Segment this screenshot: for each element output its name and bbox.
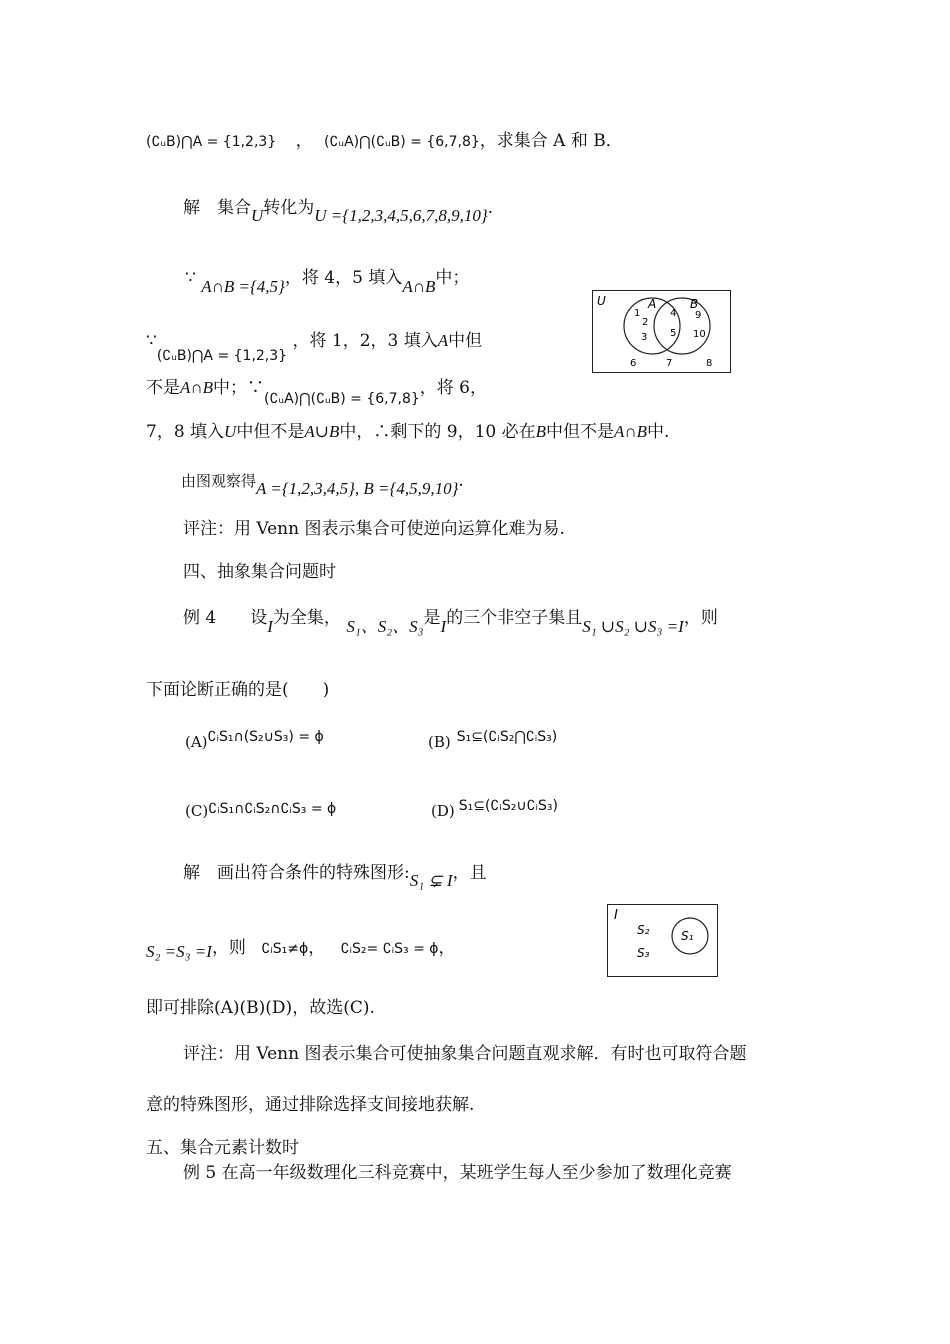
text: 7，8 填入: [146, 422, 225, 442]
text: ，: [295, 131, 313, 151]
text: 解 集合: [183, 198, 251, 218]
math: S₁ ∪S₂ ∪S₃ =I: [582, 617, 684, 636]
math: I: [440, 617, 447, 636]
section-heading-4: 四、抽象集合问题时: [183, 562, 336, 582]
text: 中但: [448, 331, 483, 351]
formula-image: S₁⊆(∁ᵢS₂∪∁ᵢS₃): [458, 798, 558, 814]
venn-element: 2: [642, 317, 649, 328]
math: B: [535, 422, 546, 441]
text: 中；: [213, 378, 248, 398]
formula-image: ∁ᵢS₂= ∁ᵢS₃ = ϕ: [340, 941, 439, 957]
text: 解 画出符合条件的特殊图形:: [183, 863, 410, 883]
text: ，将 6，: [419, 378, 488, 398]
option-label: (B): [428, 733, 451, 751]
formula-image: (∁ᵤB)⋂A = {1,2,3}: [156, 348, 288, 364]
formula-image: ∁ᵢS₁∩∁ᵢS₂∩∁ᵢS₃ = ϕ: [208, 801, 337, 817]
math: A∩B ={4,5}: [201, 277, 285, 296]
line-1: [146, 130, 623, 153]
line-6: [146, 421, 669, 443]
venn-set-label: S₂: [637, 923, 650, 937]
venn-element: 4: [670, 308, 677, 319]
option-b: [428, 731, 557, 754]
venn-element: 5: [670, 328, 677, 339]
line-3: [185, 267, 470, 296]
question-line: 下面论断正确的是( ): [146, 680, 330, 700]
formula-image: ∁ᵢS₁≠ϕ: [261, 941, 309, 957]
option-label: (D): [431, 802, 455, 820]
option-label: (C): [185, 802, 209, 820]
text: 为全集，: [272, 608, 341, 628]
text: 不是: [146, 378, 180, 398]
math: S₂ =S₃ =I: [146, 942, 212, 961]
math: A ={1,2,3,4,5}, B ={4,5,9,10}: [256, 479, 459, 498]
text: .: [487, 198, 494, 218]
math: U: [251, 206, 264, 225]
text: ，则: [683, 608, 718, 628]
venn-universe-label: I: [614, 908, 618, 923]
formula-image: ∁ᵢS₁∩(S₂∪S₃) = ϕ: [207, 729, 324, 745]
text: ，: [308, 938, 326, 958]
text: 转化为: [263, 198, 315, 218]
example-5-line: 例 5 在高一年级数理化三科竞赛中，某班学生每人至少参加了数理化竞赛: [183, 1163, 732, 1183]
formula-image: S₁⊆(∁ᵢS₂⋂∁ᵢS₃): [456, 729, 558, 745]
venn-diagram-2: [607, 904, 719, 978]
conclusion-line: 即可排除(A)(B)(D)，故选(C).: [146, 998, 375, 1018]
section-heading-5: 五、集合元素计数时: [146, 1138, 299, 1158]
option-label: (A): [185, 733, 208, 751]
venn-set-label: S₃: [637, 946, 650, 960]
math: U: [224, 422, 237, 441]
math: S₁、S₂、S₃: [346, 617, 424, 636]
venn-element: 9: [695, 310, 702, 321]
option-c: [185, 800, 336, 823]
text: ，且: [452, 863, 487, 883]
venn-set-label: S₁: [681, 929, 694, 943]
text: ∵: [247, 378, 265, 398]
venn-element: 8: [706, 358, 713, 369]
line-5: [146, 377, 488, 407]
venn-element: 3: [641, 332, 648, 343]
text: ，求集合 A 和 B．: [479, 131, 623, 151]
option-d: [431, 800, 558, 823]
math: A∪B: [304, 422, 340, 441]
text: ，将 1，2，3 填入: [292, 331, 438, 351]
venn-element: 1: [634, 308, 641, 319]
math: S₁ ⊊ I: [409, 871, 453, 890]
line-2: [183, 197, 494, 225]
line-7: [181, 470, 464, 498]
text: 中.: [647, 422, 670, 442]
text: 例 4 设: [183, 608, 268, 628]
text: 的三个非空子集且: [446, 608, 583, 628]
formula-image: (∁ᵤA)⋂(∁ᵤB) = {6,7,8}: [324, 134, 480, 150]
math: U ={1,2,3,4,5,6,7,8,9,10}: [314, 206, 488, 225]
comment-1: 评注：用 Venn 图表示集合可使逆向运算化难为易.: [183, 519, 565, 539]
text: ，: [438, 938, 456, 958]
formula-image: (∁ᵤB)⋂A = {1,2,3}: [146, 134, 277, 150]
formula-image: (∁ᵤA)⋂(∁ᵤB) = {6,7,8}: [264, 391, 420, 407]
venn-element: 7: [666, 358, 673, 369]
example-4-line: [183, 607, 718, 636]
math: A∩B: [402, 277, 436, 296]
text: ∵: [185, 268, 196, 288]
text: 由图观察得: [181, 472, 257, 490]
math: I: [267, 617, 273, 636]
venn-set-b-label: B: [690, 297, 699, 311]
venn-element: 6: [630, 358, 637, 369]
line-4: [146, 330, 483, 364]
text: .: [458, 471, 464, 491]
text: ，将 4，5 填入: [284, 268, 403, 288]
text: ，则: [211, 938, 246, 958]
text: 中；: [435, 268, 470, 288]
comment-2: 评注：用 Venn 图表示集合可使抽象集合问题直观求解．有时也可取符合题: [183, 1044, 747, 1064]
venn-universe-label: U: [597, 294, 606, 308]
solution-line-2: [146, 937, 456, 960]
comment-2-cont: 意的特殊图形，通过排除选择支间接地获解.: [146, 1095, 475, 1115]
math: A∩B: [180, 378, 214, 397]
math: A∩B: [614, 422, 648, 441]
solution-line: [183, 862, 487, 890]
text: 中，∴剩下的 9，10 必在: [339, 422, 536, 442]
option-a: [185, 731, 324, 754]
venn-element: 10: [693, 329, 706, 340]
venn-diagram-1: [592, 290, 732, 374]
text: ∵: [146, 331, 157, 351]
text: 是: [423, 608, 441, 628]
venn-set-a-label: A: [648, 297, 657, 311]
text: 中但不是: [236, 422, 305, 442]
text: 中但不是: [546, 422, 614, 442]
math: A: [437, 331, 449, 350]
